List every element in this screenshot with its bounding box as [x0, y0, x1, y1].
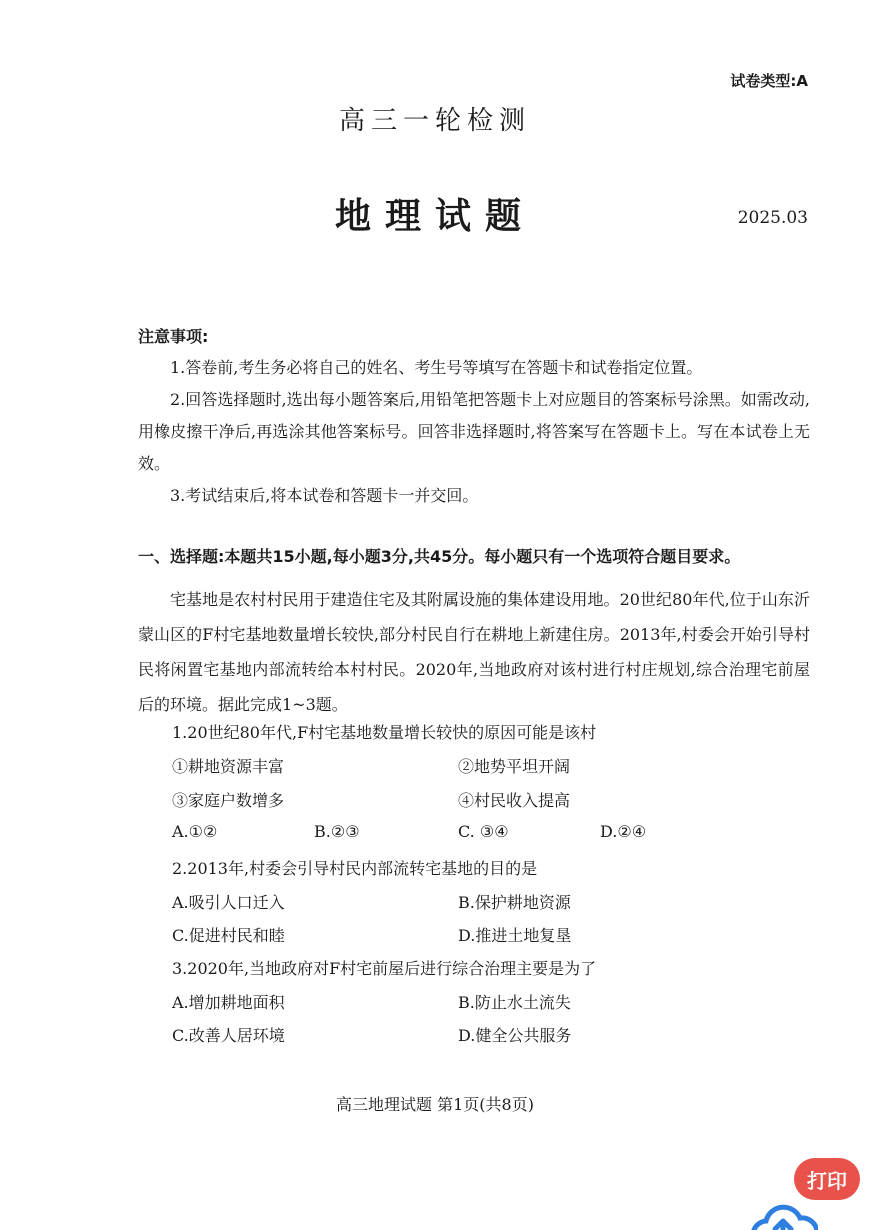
cloud-upload-icon[interactable] — [748, 1196, 818, 1230]
notice-item-2: 2.回答选择题时,选出每小题答案后,用铅笔把答题卡上对应题目的答案标号涂黑。如需改动,用橡皮擦干净后,再选涂其他答案标号。回答非选择题时,将答案写在答题卡上。写在本试卷上无效。 — [138, 390, 810, 473]
exam-name: 高三一轮检测 — [338, 106, 531, 136]
q1-statement-2: ②地势平坦开阔 — [458, 757, 571, 776]
exam-date: 2025.03 — [737, 208, 808, 228]
q1-option-d: D.②④ — [600, 822, 647, 841]
section-heading: 一、选择题:本题共15小题,每小题3分,共45分。每小题只有一个选项符合题目要求。 — [138, 547, 741, 566]
q3-option-b: B.防止水土流失 — [458, 993, 571, 1012]
q2-option-d: D.推进土地复垦 — [458, 926, 572, 945]
q1-stem: 1.20世纪80年代,F村宅基地数量增长较快的原因可能是该村 — [172, 723, 597, 742]
q2-option-a: A.吸引人口迁入 — [172, 893, 285, 912]
q3-option-c: C.改善人居环境 — [172, 1026, 285, 1045]
subject-title: 地理试题 — [334, 195, 535, 237]
q1-statement-4: ④村民收入提高 — [458, 791, 571, 810]
q2-option-b: B.保护耕地资源 — [458, 893, 571, 912]
q1-statement-1: ①耕地资源丰富 — [172, 757, 285, 776]
notice-title: 注意事项: — [138, 327, 209, 346]
q2-option-c: C.促进村民和睦 — [172, 926, 285, 945]
q1-option-a: A.①② — [172, 822, 218, 841]
q1-option-c: C. ③④ — [458, 822, 509, 841]
passage: 宅基地是农村村民用于建造住宅及其附属设施的集体建设用地。20世纪80年代,位于山东沂蒙山区的F村宅基地数量增长较快,部分村民自行在耕地上新建住房。2013年,村委会开始引导村民将闲置宅基地内部流转给本村村民。2020年,当地政府对该村进行村庄规划,综合治理宅前屋后的环境。据此完成1~3题。 — [138, 590, 810, 714]
q3-option-d: D.健全公共服务 — [458, 1026, 572, 1045]
paper-type-label: 试卷类型:A — [730, 72, 808, 90]
notice-item-3: 3.考试结束后,将本试卷和答题卡一并交回。 — [170, 486, 479, 505]
q1-statement-3: ③家庭户数增多 — [172, 791, 285, 810]
print-button[interactable]: 打印 — [794, 1158, 860, 1200]
page-footer: 高三地理试题 第1页(共8页) — [336, 1095, 534, 1114]
q2-stem: 2.2013年,村委会引导村民内部流转宅基地的目的是 — [172, 859, 538, 878]
q3-stem: 3.2020年,当地政府对F村宅前屋后进行综合治理主要是为了 — [172, 959, 597, 978]
notice-item-1: 1.答卷前,考生务必将自己的姓名、考生号等填写在答题卡和试卷指定位置。 — [170, 358, 703, 377]
q3-option-a: A.增加耕地面积 — [172, 993, 285, 1012]
q1-option-b: B.②③ — [314, 822, 360, 841]
